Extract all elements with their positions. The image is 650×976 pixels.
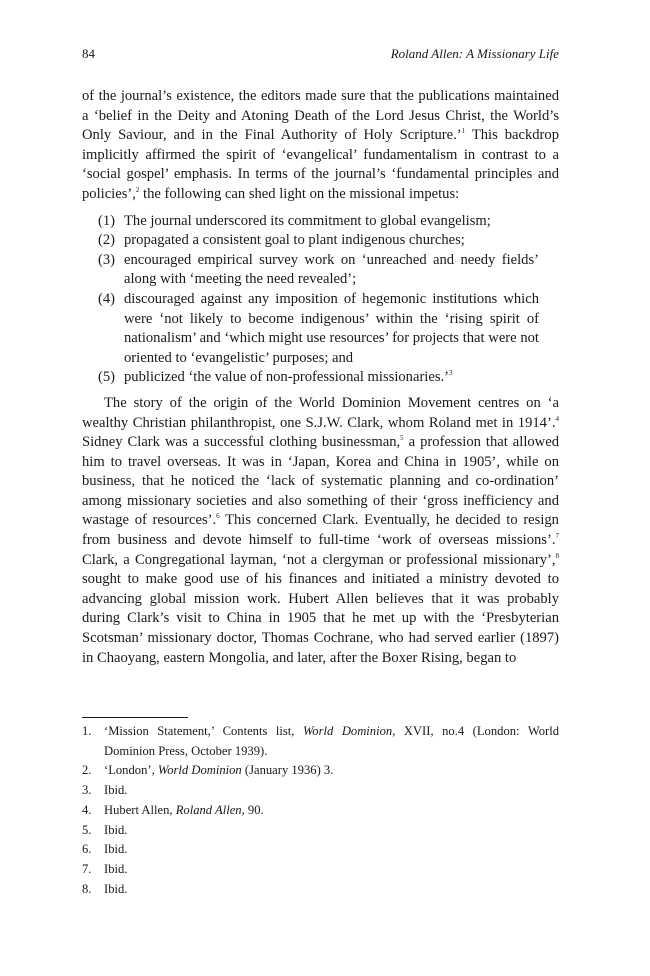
footnote xyxy=(82,801,559,821)
footnote xyxy=(82,821,559,841)
page-number: 84 xyxy=(82,46,95,61)
footnote xyxy=(82,860,559,880)
paragraph-2-part-1: The story of the origin of the World Dominion Movement centres on ‘a wealthy Christian philanthropist, one S.J.W. Clark, whom Roland met in 1914’. xyxy=(82,394,559,431)
running-head xyxy=(82,44,559,64)
footnote xyxy=(82,880,559,900)
footnote-number: 3. xyxy=(82,783,92,798)
paragraph-continued xyxy=(82,87,559,205)
book-title-citation: Roland Allen xyxy=(175,802,242,817)
list-item-number: (2) xyxy=(98,232,116,249)
footnote-ref-1: 1 xyxy=(461,127,466,136)
footnote-text: , 90. xyxy=(241,802,264,817)
paragraph-1-part-2: This backdrop implicitly affirmed the spirit of ‘evangelical’ fundamentalism in contrast to a ‘social gospel’ emphasis. In terms of the journal’s ‘fundamental principles and policies’, xyxy=(82,127,559,202)
footnote-number: 8. xyxy=(82,881,92,896)
list-item-text: propagated a consistent goal to plant indigenous churches; xyxy=(124,232,465,249)
footnote-text: Hubert Allen, xyxy=(104,802,176,817)
list-item-number: (3) xyxy=(98,251,116,268)
footnote-ref-7: 7 xyxy=(555,532,559,541)
journal-title: World Dominion xyxy=(157,763,242,778)
paragraph-2-part-3: a profession that allowed him to travel overseas. It was in ‘Japan, Korea and China in 1905’, while on business, that he noticed the ‘lack of systematic planning and co-ordination’ among missionary societies and also something of their ‘gross inefficiency and wastage of resources’. xyxy=(82,434,559,529)
footnote-number: 4. xyxy=(82,802,92,817)
principles-list xyxy=(82,212,559,388)
list-item xyxy=(82,231,539,251)
paragraph-2-part-4: This concerned Clark. Eventually, he decided to resign from business and devote himself to full-time ‘work of overseas missions’. xyxy=(82,512,559,549)
footnote-number: 2. xyxy=(82,763,92,778)
list-item xyxy=(82,368,539,388)
paragraph-2-part-2: Sidney Clark was a successful clothing businessman, xyxy=(82,434,401,451)
footnote-text: Ibid. xyxy=(104,861,128,876)
footnote-ref-2: 2 xyxy=(135,185,140,194)
paragraph-2-part-5: Clark, a Congregational layman, ‘not a clergyman or professional missionary’, xyxy=(82,551,556,568)
footnote-text: Ibid. xyxy=(104,881,128,896)
book-title: Roland Allen: A Missionary Life xyxy=(390,46,559,61)
footnote xyxy=(82,722,559,761)
list-item-text: publicized ‘the value of non-professional missionaries.’ xyxy=(124,369,450,386)
footnote-ref-3: 3 xyxy=(449,369,453,378)
list-item xyxy=(82,290,539,368)
list-item-number: (4) xyxy=(98,290,116,307)
paragraph-1-part-1: of the journal’s existence, the editors made sure that the publications maintained a ‘belief in the Deity and Atoning Death of the Lord Jesus Christ, the World’s Only Saviour, and in the Final Authority of Holy Scripture.’ xyxy=(82,88,559,144)
list-item-text: encouraged empirical survey work on ‘unreached and needy fields’ along with ‘meeting the need revealed’; xyxy=(124,251,539,288)
footnote-ref-4: 4 xyxy=(555,414,559,423)
footnote-text: Ibid. xyxy=(104,822,128,837)
list-item xyxy=(82,251,539,290)
footnote xyxy=(82,781,559,801)
footnote xyxy=(82,761,559,781)
list-item-text: The journal underscored its commitment to global evangelism; xyxy=(124,212,491,229)
footnote-text: Ibid. xyxy=(104,842,128,857)
footnotes xyxy=(82,722,559,899)
footnote-number: 6. xyxy=(82,842,92,857)
body-text xyxy=(82,87,559,668)
footnote-text: Ibid. xyxy=(104,783,128,798)
list-item-number: (5) xyxy=(98,369,116,386)
footnote-number: 5. xyxy=(82,822,92,837)
footnote-number: 7. xyxy=(82,861,92,876)
footnote-text: (January 1936) 3. xyxy=(241,763,334,778)
list-item-number: (1) xyxy=(98,212,116,229)
footnote-text: , XVII, no.4 (London: World Dominion Press, October 1939). xyxy=(104,724,559,758)
footnote-ref-6: 6 xyxy=(216,512,220,521)
list-item xyxy=(82,212,539,232)
list-item-text: discouraged against any imposition of hegemonic institutions which were ‘not likely to become indigenous’ within the ‘rising spirit of nationalism’ and ‘which might use resources’ for projects that were not oriented to ‘evangelistic’ purposes; and xyxy=(124,290,539,366)
paragraph-1-part-3: the following can shed light on the missional impetus: xyxy=(139,185,460,202)
footnote-ref-5: 5 xyxy=(400,434,404,443)
paragraph-2-part-6: sought to make good use of his finances and initiated a ministry devoted to advancing global mission work. Hubert Allen believes that it was probably during Clark’s visit to China in 1905 that he met up with the ‘Presbyterian Scotsman’ missionary doctor, Thomas Cochrane, who had served earlier (1897) in Chaoyang, eastern Mongolia, and later, after the Boxer Rising, began to xyxy=(82,571,559,666)
paragraph-world-dominion xyxy=(82,394,559,668)
footnote-text: ‘Mission Statement,’ Contents list, xyxy=(104,724,303,738)
footnote-number: 1. xyxy=(82,724,92,738)
footnote-divider xyxy=(82,717,188,718)
footnote-ref-8: 8 xyxy=(555,551,559,560)
journal-title: World Dominion xyxy=(302,724,393,738)
footnote-text: ‘London’, xyxy=(104,763,158,778)
footnote xyxy=(82,840,559,860)
